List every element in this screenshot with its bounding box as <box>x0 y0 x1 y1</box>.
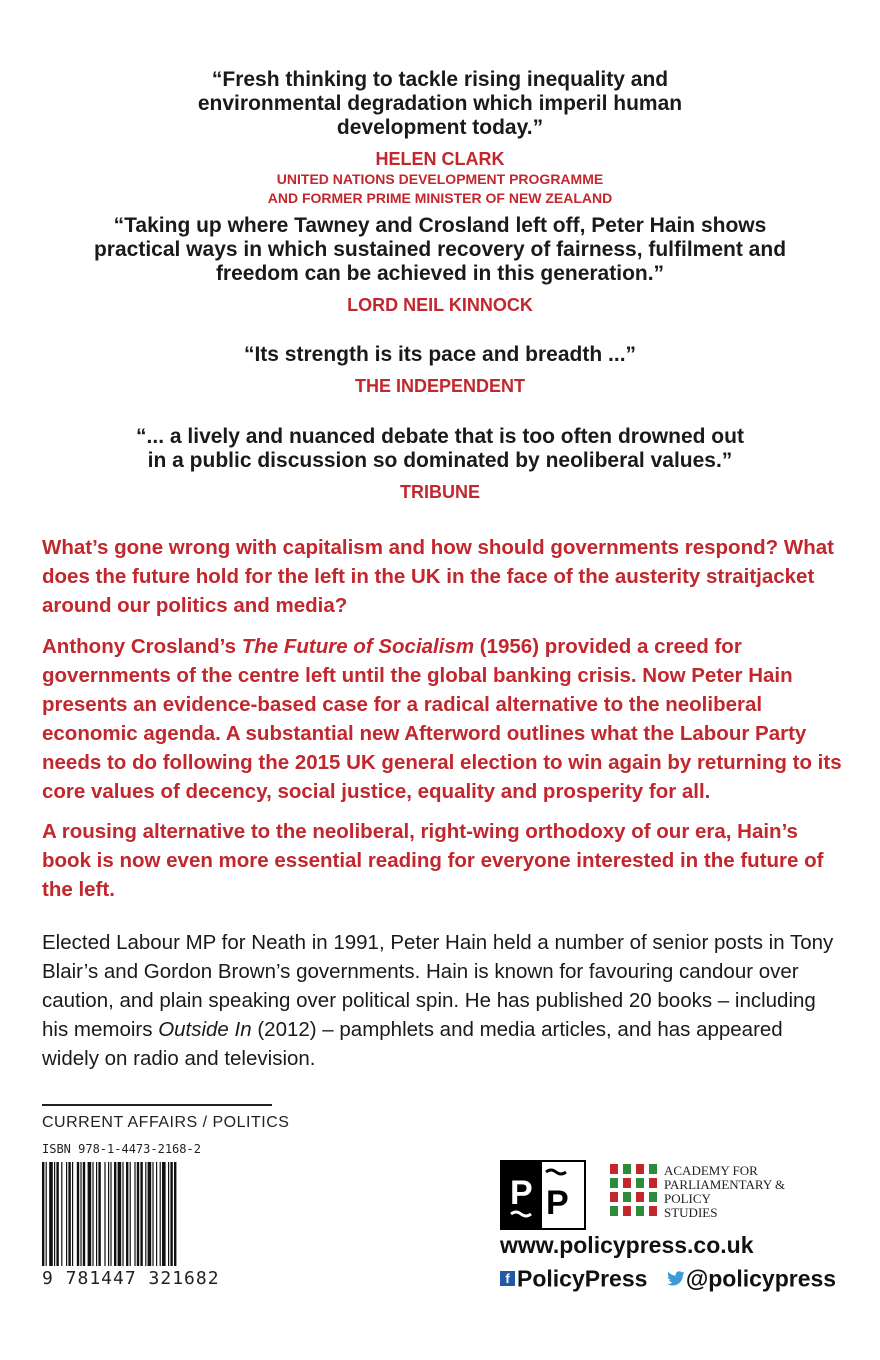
publisher-website[interactable]: www.policypress.co.uk <box>500 1232 754 1258</box>
quote-author: TRIBUNE <box>400 482 480 502</box>
barcode-bar <box>156 1162 157 1266</box>
barcode-bar <box>126 1162 128 1266</box>
barcode-bar <box>122 1162 123 1266</box>
twitter-handle[interactable]: @policypress <box>685 1265 837 1292</box>
quote-text: “Its strength is its pace and breadth ...” <box>243 343 637 366</box>
quote-text: “Taking up where Tawney and Crosland left off, Peter Hain shows practical ways in which sustained recovery of fairness, fulfilment and freedom can be achieved in this generation.” <box>93 214 787 285</box>
quote-block-kinnock <box>60 214 820 316</box>
barcode-digits: 9 781447 321682 <box>42 1268 220 1289</box>
blurb-paragraph-3: A rousing alternative to the neoliberal, right-wing orthodoxy of our era, Hain’s book is now even more essential reading for everyone interested in the future of the left. <box>42 820 824 901</box>
author-bio: Elected Labour MP for Neath in 1991, Peter Hain held a number of senior posts in Tony Blair’s and Gordon Brown’s governments. Hain is known for favouring candour over caution, and plain speaking over political spin. He has published 20 books – including his memoirs Outside In (2012) – pamphlets and media articles, and has appeared widely on radio and television. <box>42 931 834 1070</box>
quote-author: THE INDEPENDENT <box>354 376 525 396</box>
barcode-bar <box>108 1162 109 1266</box>
isbn-label: ISBN 978-1-4473-2168-2 <box>42 1142 201 1156</box>
twitter-icon <box>666 1271 686 1287</box>
barcode-bar <box>118 1162 122 1266</box>
facebook-icon: f <box>500 1271 515 1286</box>
barcode-bar <box>66 1162 67 1266</box>
barcode-bar <box>46 1162 47 1266</box>
barcode-bar <box>61 1162 62 1266</box>
barcode-bar <box>54 1162 55 1266</box>
blurb-paragraph-1: What’s gone wrong with capitalism and how should governments respond? What does the future hold for the left in the UK in the face of the austerity straitjacket around our politics and media? <box>42 536 834 617</box>
barcode-bar <box>170 1162 172 1266</box>
barcode-bar <box>148 1162 152 1266</box>
barcode-bar <box>152 1162 153 1266</box>
barcode-bar <box>174 1162 176 1266</box>
blurb-paragraph-2: Anthony Crosland’s The Future of Socialism (1956) provided a creed for governments of the centre left until the global banking crisis. Now Peter Hain presents an evidence-based case for a radical alternative to the neoliberal economic agenda. A substantial new Afterword outlines what the Labour Party needs to do following the 2015 UK general election to win again by returning to its core values of decency, social justice, equality and prosperity for all. <box>42 635 842 803</box>
book-title-outside-in: Outside In <box>158 1018 252 1041</box>
barcode-bar <box>80 1162 81 1266</box>
barcode-bar <box>56 1162 58 1266</box>
barcode-bar <box>145 1162 146 1266</box>
quote-block-independent <box>60 343 820 397</box>
barcode-bar <box>168 1162 169 1266</box>
quote-affiliation: AND FORMER PRIME MINISTER OF NEW ZEALAND <box>267 190 613 206</box>
facebook-handle[interactable]: PolicyPress <box>517 1265 648 1292</box>
quote-author: LORD NEIL KINNOCK <box>347 295 533 315</box>
quote-block-tribune <box>60 425 820 503</box>
policy-press-logo-icon <box>502 1162 584 1228</box>
apps-grid-icon <box>610 1164 658 1218</box>
quote-text: “Fresh thinking to tackle rising inequality and environmental degradation which imperil human development today.” <box>197 68 683 139</box>
book-title-future-of-socialism: The Future of Socialism <box>241 635 475 658</box>
barcode-bar <box>134 1162 135 1266</box>
barcode-bar <box>160 1162 161 1266</box>
apps-logo-text: ACADEMY FOR PARLIAMENTARY & POLICY STUDIES <box>664 1163 786 1220</box>
barcode-bar <box>68 1162 70 1266</box>
barcode-bar <box>114 1162 116 1266</box>
barcode-bar <box>130 1162 131 1266</box>
barcode-bar <box>77 1162 79 1266</box>
svg-text:P: P <box>546 1184 569 1222</box>
category-rule <box>42 1104 272 1106</box>
barcode-bar <box>98 1162 100 1266</box>
social-links <box>500 1264 836 1292</box>
barcode-bar <box>49 1162 53 1266</box>
barcode-bar <box>96 1162 97 1266</box>
barcode-bar <box>104 1162 105 1266</box>
barcode-bar <box>137 1162 139 1266</box>
barcode-bar <box>140 1162 142 1266</box>
barcode-bar <box>110 1162 111 1266</box>
barcode-bar <box>92 1162 93 1266</box>
category-label: CURRENT AFFAIRS / POLITICS <box>42 1114 290 1131</box>
barcode-bar <box>83 1162 85 1266</box>
quote-author: HELEN CLARK <box>375 149 505 169</box>
barcode-bar <box>88 1162 92 1266</box>
quote-text: “... a lively and nuanced debate that is too often drowned out in a public discussion so dominated by neoliberal values.” <box>136 425 744 472</box>
barcode-bar <box>162 1162 166 1266</box>
barcode-bar <box>72 1162 73 1266</box>
quote-block-helen-clark <box>60 68 820 208</box>
barcode-bar <box>42 1162 44 1266</box>
svg-text:P: P <box>510 1174 533 1212</box>
policy-press-logo <box>500 1160 586 1230</box>
quote-affiliation: UNITED NATIONS DEVELOPMENT PROGRAMME <box>276 171 604 187</box>
barcode <box>42 1162 210 1266</box>
